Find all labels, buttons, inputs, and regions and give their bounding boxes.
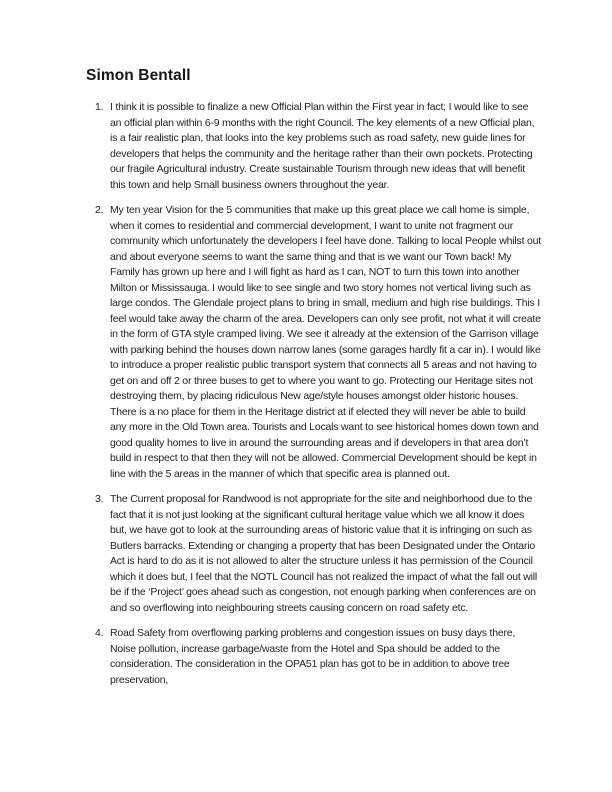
list-item-text: My ten year Vision for the 5 communities that make up this great place we call home is simple, when it comes to residential and commercial development, I want to unite not fragment our community which unfortunately the developers I feel have done. Talking to local People whilst out and about everyone seems to want the same thing and that is we want our Town back! My Family has grown up here and I will fight as hard as I can, NOT to turn this town into another Milton or Mississauga. I would like to see single and two story homes not vertical living such as large condos. The Glendale project plans to bring in small, medium and high rise buildings. This I feel would take away the charm of the area. Developers can only see profit, not what it will create in the form of GTA style cramped living. We see it already at the extension of the Garrison village with parking behind the houses down narrow lanes (some garages hardly fit a car in). I would like to introduce a proper realistic public transport system that connects all 5 areas and not having to get on and off 2 or three buses to get to where you want to go. Protecting our Heritage sites not destroying them, by placing ridiculous New age/style houses amongst older historic houses. There is a no place for them in the Heritage district at if elected they will never be able to build any more in the Old Town area. Tourists and Locals want to see historical homes down town and good quality homes to live in around the surrounding areas and if developers in that area don’t build in respect to that then they will not be allowed. Commercial Development should be kept in line with the 5 areas in the manner of which that specific area is planned out. xyxy=(110,204,542,480)
document-content xyxy=(86,66,542,698)
author-name-heading: Simon Bentall xyxy=(86,67,191,84)
list-item-text: I think it is possible to finalize a new Official Plan within the First year in fact; I would like to see an official plan within 6-9 months with the right Council. The key elements of a new Official plan, is a fair realistic plan, that looks into the key problems such as road safety, new guide lines for developers that helps the community and the heritage rather than their own pockets. Protecting our fragile Agricultural industry. Create sustainable Tourism through new ideas that will benefit this town and help Small business owners throughout the year. xyxy=(110,101,535,191)
list-item-number: 3. xyxy=(95,493,104,505)
list-item xyxy=(86,100,542,193)
list-item-number: 2. xyxy=(95,204,104,216)
list-item-number: 4. xyxy=(95,627,104,639)
list-item-text: Road Safety from overflowing parking problems and congestion issues on busy days there, Noise pollution, increase garbage/waste from the Hotel and Spa should be added to the consideration. The consideration in the OPA51 plan has got to be in addition to above tree preservation, xyxy=(110,627,516,686)
list-item-text: The Current proposal for Randwood is not appropriate for the site and neighborhood due to the fact that it is not just looking at the significant cultural heritage value which we all know it does but, we have got to look at the surrounding areas of historic value that it is infringing on such as Butlers barracks. Extending or changing a property that has been Designated under the Ontario Act is hard to do as it is not allowed to alter the structure unless it has permission of the Council which it does but, I feel that the NOTL Council has not realized the impact of what the fall out will be if the ‘Project’ goes ahead such as congestion, not enough parking when conferences are on and so overflowing into neighbouring streets causing concern on road safety etc. xyxy=(110,493,538,614)
list-item xyxy=(86,492,542,616)
list-item-number: 1. xyxy=(95,101,104,113)
list-item xyxy=(86,626,542,688)
list-item xyxy=(86,203,542,482)
